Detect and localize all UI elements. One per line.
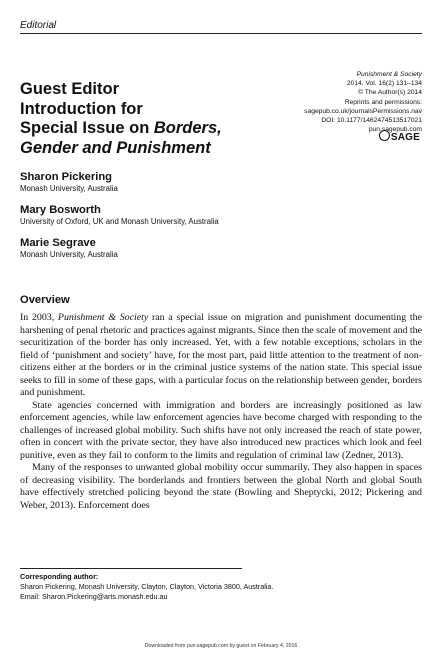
journal-name: Punishment & Society (356, 71, 422, 78)
paragraph-2: State agencies concerned with immigration and borders are increasingly positioned as law enforcement agencies, while law enforcement agencies have become charged with responding to the challenges of increased global mobility. Such shifts have not only increased the reach of state power, often in concert with the private sector, they have also introduced new practices which look and feel punitive, even as they fail to conform to the limits and regulation of criminal law (Zedner, 2013). (20, 399, 422, 461)
author-3 (20, 236, 118, 260)
footer-site-link[interactable]: pun.sagepub.com (186, 643, 229, 649)
title-line-4: Gender and Punishment (20, 138, 211, 157)
author-name: Mary Bosworth (20, 204, 101, 216)
citation: 2014, Vol. 16(2) 131–134 (346, 80, 422, 88)
corresponding-author (20, 572, 273, 602)
reprints-label: Reprints and permissions: (344, 98, 422, 106)
corresponding-email[interactable]: Email: Sharon.Pickering@arts.monash.edu.au (20, 592, 168, 601)
article-body (20, 312, 422, 512)
title-line-3: Special Issue on Borders, (20, 119, 222, 137)
copyright: © The Author(s) 2014 (358, 89, 422, 97)
corresponding-address: Sharon Pickering, Monash University, Clayton, Clayton, Victoria 3800, Australia. (20, 582, 274, 591)
header-rule (20, 33, 422, 34)
paragraph-1: In 2003, Punishment & Society ran a special issue on migration and punishment documenting the harshening of penal rhetoric and practices against migrants. Since then the scale of movement and the securitization of the border has only increased. Yet, with a few notable exceptions, scholars in the field of ‘punishment and society’ have, for the most part, paid little attention to the treatment of non-citizens either at the borders or in the criminal justice systems of the nation state. This special issue seeks to fill in some of these gaps, with a particular focus on the relationship between gender, borders and punishment. (20, 312, 422, 398)
paragraph-3: Many of the responses to unwanted global mobility occur summarily. They also happen in spaces of decreasing visibility. The borderlands and frontiers between the global North and global South have effectively stretched policing beyond the state (Bowling and Sheptycki, 2012; Pickering and Weber, 2013). Enforcement does (20, 462, 422, 511)
author-affiliation: Monash University, Australia (20, 250, 118, 259)
title-line-1: Guest Editor (20, 80, 120, 98)
author-2 (20, 203, 219, 227)
journal-meta (262, 70, 422, 134)
author-1 (20, 170, 118, 194)
sage-logo-icon (379, 130, 390, 141)
author-name: Sharon Pickering (20, 171, 113, 183)
corresponding-heading: Corresponding author: (20, 572, 99, 581)
author-name: Marie Segrave (20, 237, 96, 249)
footnote-rule (20, 568, 242, 569)
sage-logo: SAGE (379, 130, 420, 143)
section-label: Editorial (20, 20, 57, 31)
reprints-link[interactable]: sagepub.co.uk/journalsPermissions.nav (304, 107, 422, 115)
title-line-2: Introduction for (20, 99, 143, 118)
author-affiliation: University of Oxford, UK and Monash University, Australia (20, 217, 219, 226)
journal-site-link[interactable]: pun.sagepub.com (368, 126, 422, 134)
article-title (20, 80, 270, 158)
author-affiliation: Monash University, Australia (20, 184, 118, 193)
doi[interactable]: DOI: 10.1177/1462474513517021 (321, 117, 422, 125)
download-footer: Downloaded from pun.sagepub.com by guest on February 4, 2016 (144, 643, 298, 649)
overview-heading: Overview (20, 294, 70, 306)
